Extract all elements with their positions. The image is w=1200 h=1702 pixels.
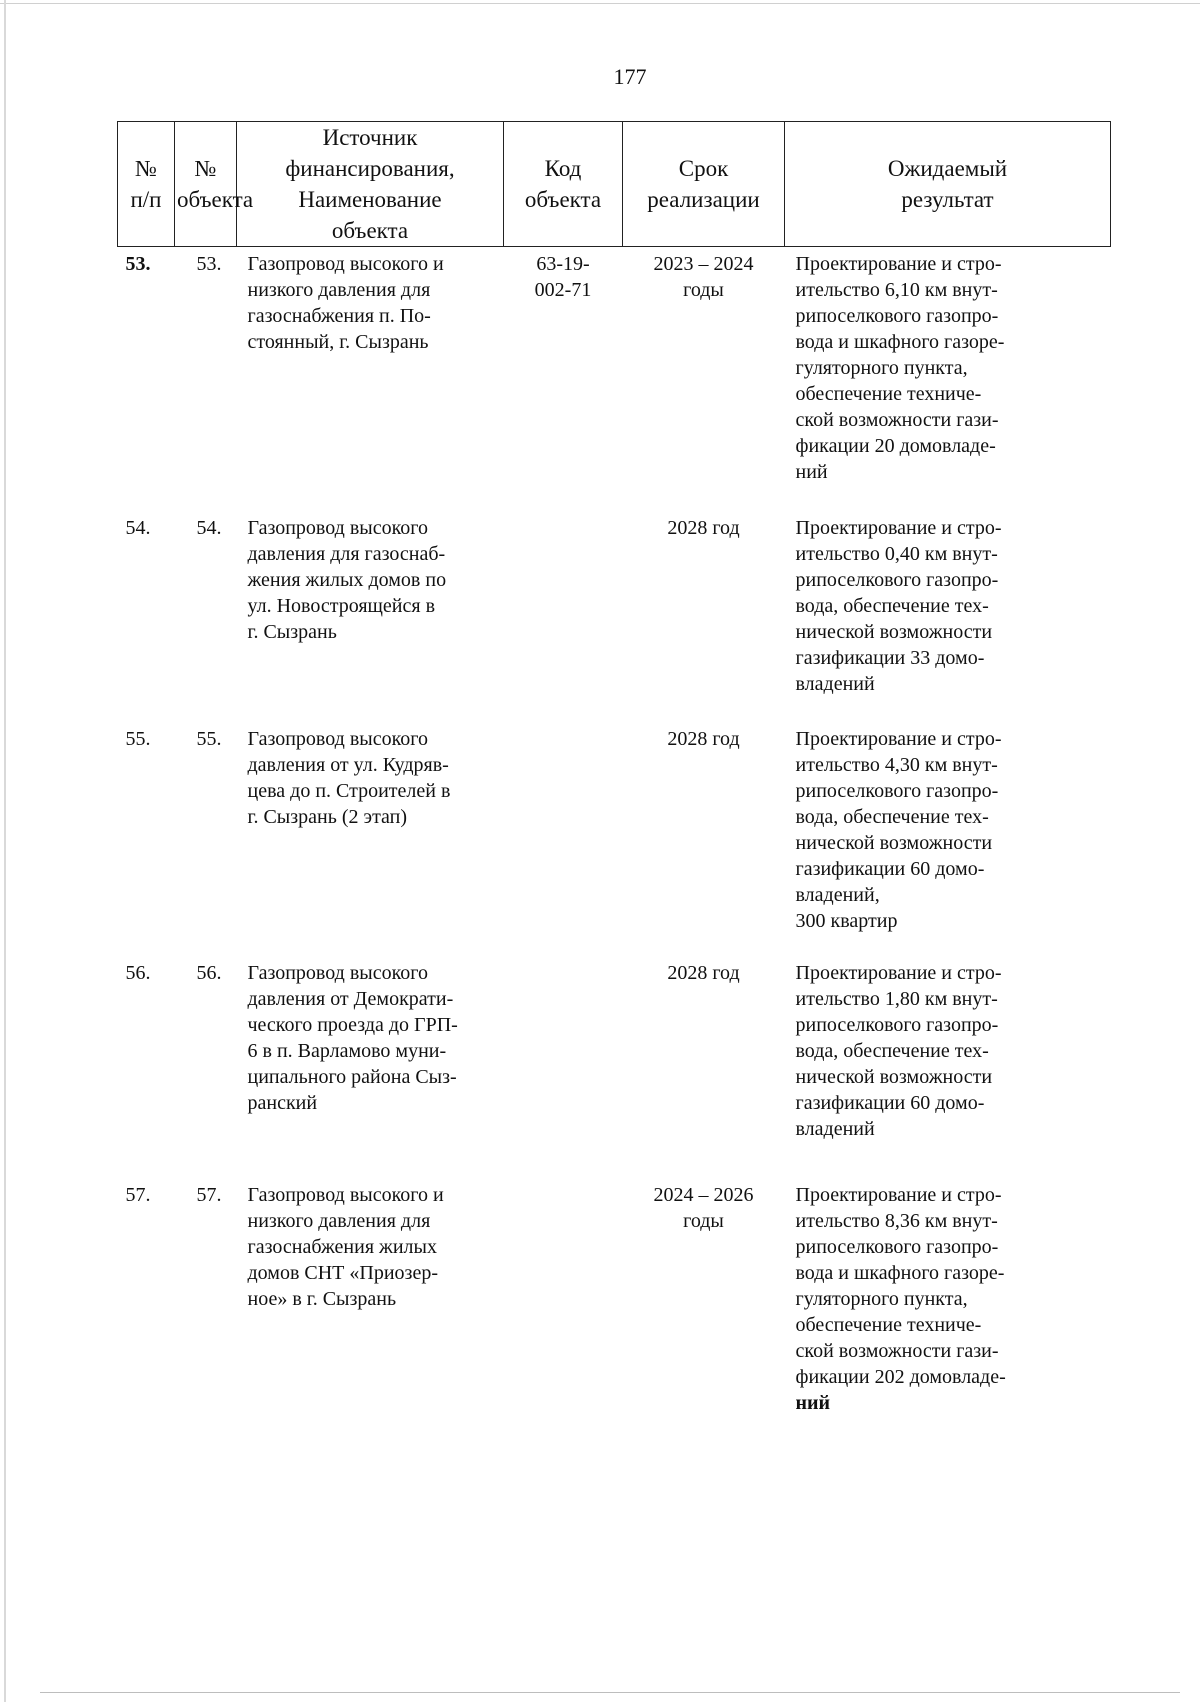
header-pp: № п/п (118, 122, 175, 247)
row-result: Проектирование и стро- ительство 0,40 км внут- рипоселкового газопро- вода, обеспечение тех- нической возможности газификации 33 домо- владений (795, 517, 1002, 695)
scan-top-edge (0, 3, 1200, 4)
row-object-number: 54. (196, 517, 222, 539)
row-object-code (504, 956, 623, 1178)
row-result: Проектирование и стро- ительство 4,30 км внут- рипоселкового газопро- вода, обеспечение тех- нической возможности газификации 60 домо- владений, 300 квартир (795, 728, 1002, 932)
row-result (785, 1178, 1111, 1422)
row-pp: 54. (125, 517, 151, 539)
table-row (118, 1178, 1111, 1422)
gas-pipeline-table (117, 121, 1111, 1422)
row-term: 2028 год (667, 517, 740, 539)
row-object-name: Газопровод высокого и низкого давления для газоснабжения жилых домов СНТ «Приозер- ное» в г. Сызрань (247, 1184, 444, 1310)
row-object-number: 53. (196, 253, 222, 275)
row-pp: 55. (125, 728, 151, 750)
row-object-number: 56. (196, 962, 222, 984)
row-object-code (504, 722, 623, 956)
header-source-name: Источник финансирования, Наименование объекта (237, 122, 504, 247)
document-table (117, 121, 1110, 1422)
row-object-code (504, 511, 623, 722)
row-result: Проектирование и стро- ительство 1,80 км внут- рипоселкового газопро- вода, обеспечение тех- нической возможности газификации 60 домо- владений (795, 962, 1002, 1140)
row-object-name: Газопровод высокого давления от Демократи- ческого проезда до ГРП- 6 в п. Варламово муни- ципального района Сыз- ранский (247, 962, 458, 1114)
row-pp: 53. (125, 253, 151, 275)
row-object-number: 57. (196, 1184, 222, 1206)
row-result: Проектирование и стро- ительство 6,10 км внут- рипоселкового газопро- вода и шкафного газоре- гуляторного пункта, обеспечение техниче- ской возможности гази- фикации 20 домовладе- ний (795, 253, 1005, 483)
row-object-name: Газопровод высокого давления для газоснаб- жения жилых домов по ул. Новостроящейся в г. Сызрань (247, 517, 447, 643)
table-row (118, 722, 1111, 956)
table-row (118, 956, 1111, 1178)
row-result-main: Проектирование и стро- ительство 8,36 км внут- рипоселкового газопро- вода и шкафного газоре- гуляторного пункта, обеспечение техниче- ской возможности гази- фикации 202 домовладе- (795, 1184, 1006, 1388)
row-term: 2024 – 2026 годы (653, 1184, 754, 1232)
row-object-name: Газопровод высокого давления от ул. Кудряв- цева до п. Строителей в г. Сызрань (2 этап) (247, 728, 451, 828)
header-row (118, 122, 1111, 247)
header-result: Ожидаемый результат (785, 122, 1111, 247)
row-term: 2023 – 2024 годы (653, 253, 754, 301)
row-pp: 57. (125, 1184, 151, 1206)
table-header (118, 122, 1111, 247)
header-term: Срок реализации (623, 122, 785, 247)
row-object-number: 55. (196, 728, 222, 750)
scan-bottom-edge (40, 1692, 1180, 1693)
scan-left-edge (4, 0, 6, 1702)
row-term: 2028 год (667, 962, 740, 984)
table-row (118, 511, 1111, 722)
row-object-code (504, 1178, 623, 1422)
header-object-code: Код объекта (504, 122, 623, 247)
row-pp: 56. (125, 962, 151, 984)
table-row (118, 247, 1111, 512)
table-body (118, 247, 1111, 1423)
row-object-code: 63-19- 002-71 (534, 253, 592, 301)
row-result-tail: ний (795, 1392, 831, 1414)
header-object-number: № объекта (175, 122, 237, 247)
row-term: 2028 год (667, 728, 740, 750)
row-object-name: Газопровод высокого и низкого давления для газоснабжения п. По- стоянный, г. Сызрань (247, 253, 444, 353)
page-number: 177 (613, 64, 647, 89)
